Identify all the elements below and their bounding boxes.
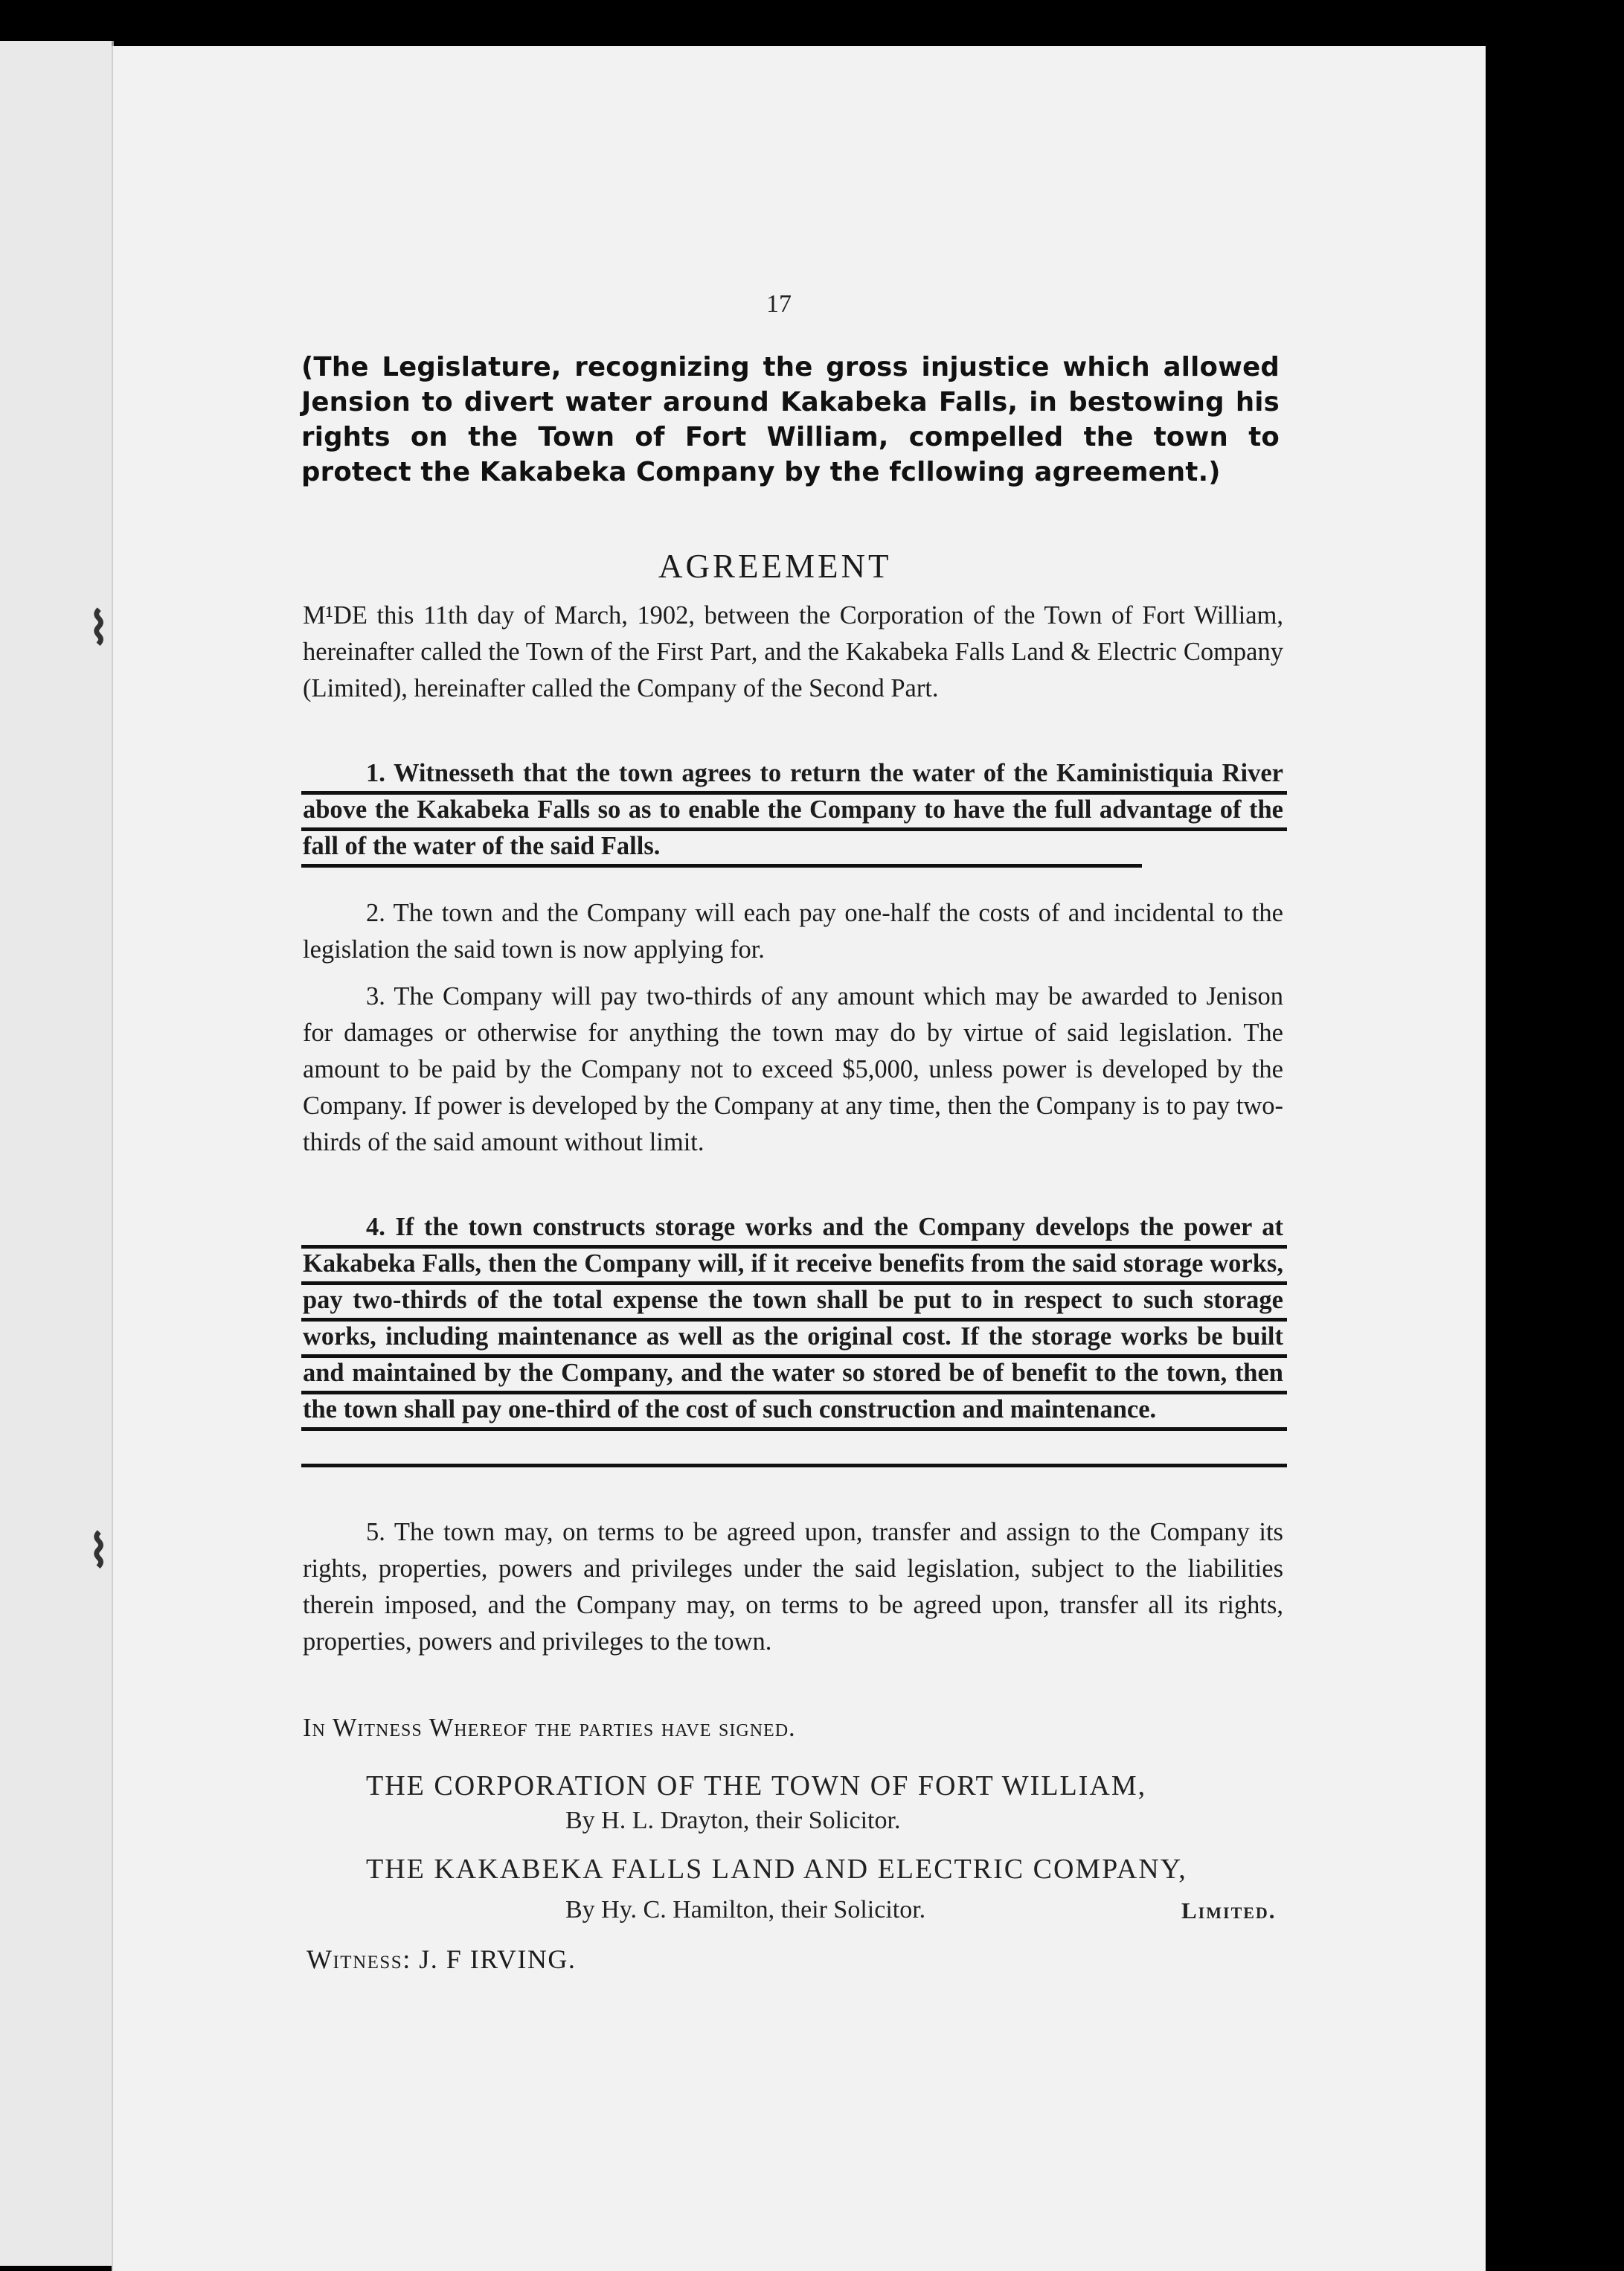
company-solicitor: By Hy. C. Hamilton, their Solicitor.: [565, 1896, 926, 1924]
company-signatory: THE KAKABEKA FALLS LAND AND ELECTRIC COMPANY,: [366, 1854, 1187, 1885]
editorial-note: (The Legislature, recognizing the gross injustice which allowed Jension to divert water around Kakabeka Falls, in bestowing his rights on the Town of Fort William, compelled the town to protect the Kakabeka Company by the fcllowing agreement.): [301, 352, 1280, 487]
underline-rule: [301, 827, 1287, 831]
underline-rule: [301, 1281, 1287, 1285]
margin-mark: ⌇: [88, 604, 110, 653]
clause-1: 1. Witnesseth that the town agrees to return the water of the Kaministiquia River above the Kakabeka Falls so as to enable the Company to have the full advantage of the fall of the water of the said Falls.: [303, 759, 1283, 860]
underline-rule: [301, 791, 1287, 795]
underline-rule: [301, 1427, 1287, 1431]
clause-3: 3. The Company will pay two-thirds of any amount which may be awarded to Jenison for damages or otherwise for anything the town may do by virtue of said legislation. The amount to be paid by the Company not to exceed $5,000, unless power is developed by the Company. If power is developed by the Company at any time, then the Company is to pay two-thirds of the said amount without limit.: [303, 982, 1283, 1156]
underline-rule: [301, 1464, 1287, 1467]
margin-mark: ⌇: [88, 1527, 110, 1576]
clause-4: 4. If the town constructs storage works and the Company develops the power at Kakabeka Falls, then the Company will, if it receive benefits from the said storage works, pay two-thirds of the total expense the town shall be put to in respect to such storage works, including maintenance as well as the original cost. If the storage works be built and maintained by the Company, and the water so stored be of benefit to the town, then the town shall pay one-third of the cost of such construction and maintenance.: [303, 1213, 1283, 1423]
underline-rule: [301, 1245, 1287, 1249]
clause-5: 5. The town may, on terms to be agreed upon, transfer and assign to the Company its rights, properties, powers and privileges under the said legislation, subject to the liabilities therein imposed, and the Company may, on terms to be agreed upon, transfer all its rights, properties, powers and privileges to the town.: [303, 1518, 1283, 1656]
page-number: 17: [766, 290, 792, 318]
in-witness-line: In Witness Whereof the parties have signed.: [303, 1714, 796, 1742]
corporation-signatory: THE CORPORATION OF THE TOWN OF FORT WILLIAM,: [366, 1770, 1147, 1801]
limited-label: Limited.: [1181, 1897, 1277, 1924]
underline-rule: [301, 1391, 1287, 1394]
clause-2: 2. The town and the Company will each pay one-half the costs of and incidental to the legislation the said town is now applying for.: [303, 899, 1283, 964]
underline-rule: [301, 1354, 1287, 1358]
preamble-paragraph: M¹DE this 11th day of March, 1902, between the Corporation of the Town of Fort William, hereinafter called the Town of the First Part, and the Kakabeka Falls Land & Electric Company (Limited), hereinafter called the Company of the Second Part.: [303, 601, 1283, 702]
agreement-title: AGREEMENT: [658, 548, 892, 585]
corporation-solicitor: By H. L. Drayton, their Solicitor.: [565, 1807, 901, 1834]
facing-page-edge: [0, 41, 114, 2266]
underline-rule: [301, 1318, 1287, 1322]
witness-line: Witness: J. F IRVING.: [306, 1944, 577, 1974]
underline-rule: [301, 864, 1142, 868]
